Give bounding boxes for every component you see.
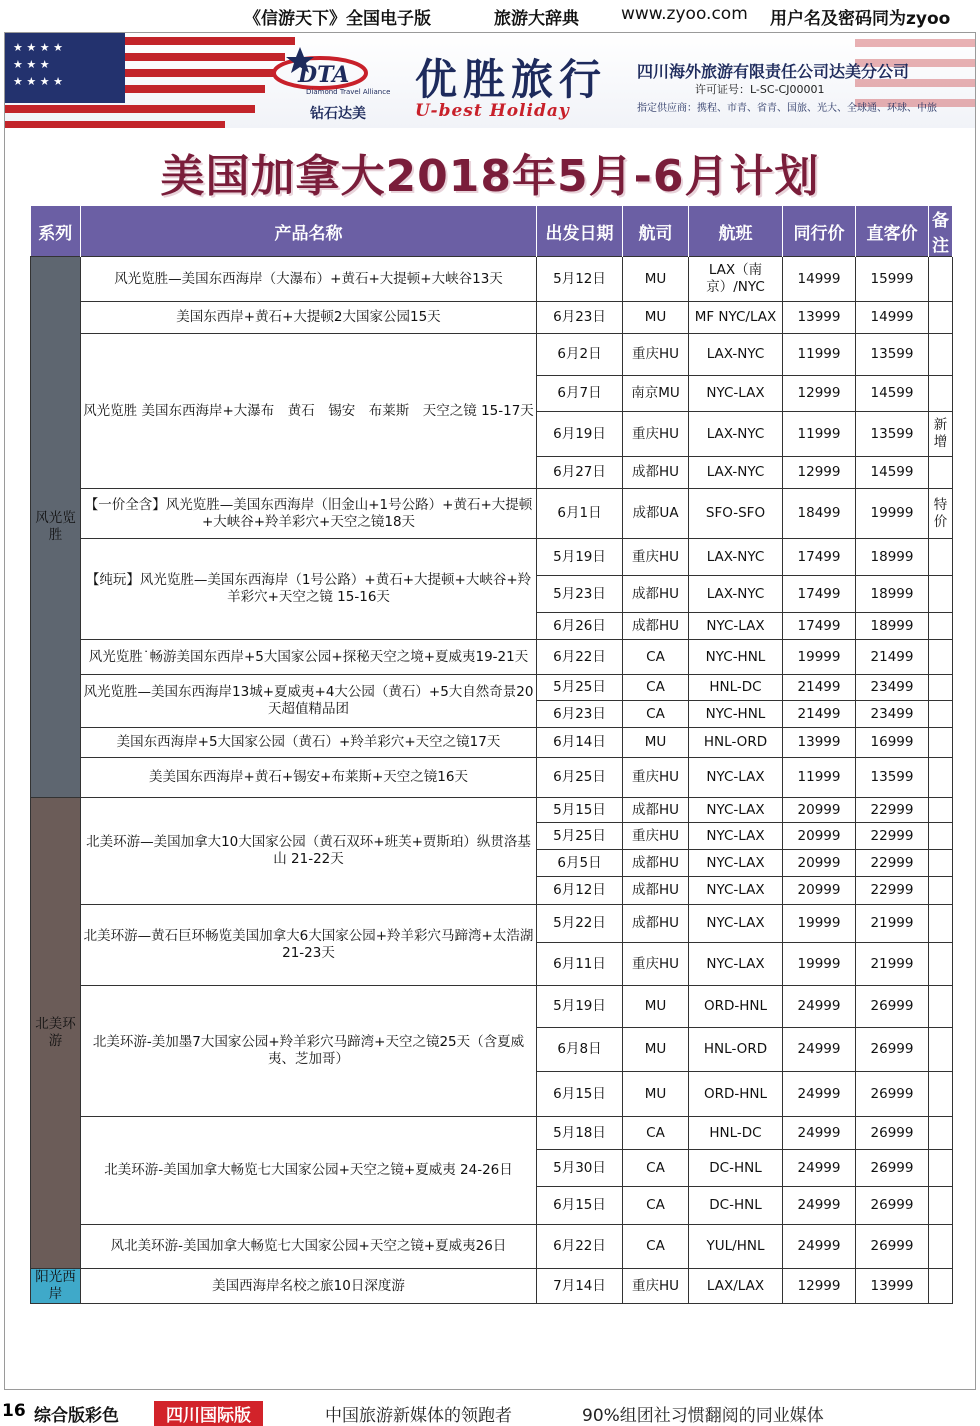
airline: 重庆HU	[623, 412, 689, 457]
departure-date: 5月19日	[537, 539, 623, 576]
note	[929, 1225, 953, 1269]
airline: MU	[623, 1028, 689, 1072]
flight-route: NYC-HNL	[689, 701, 783, 728]
flight-route: NYC-LAX	[689, 613, 783, 640]
flight-route: SFO-SFO	[689, 489, 783, 539]
departure-date: 6月11日	[537, 943, 623, 986]
direct-price: 13599	[856, 412, 929, 457]
peer-price: 17499	[783, 613, 856, 640]
airline: 成都HU	[623, 613, 689, 640]
product-name: 美国西海岸名校之旅10日深度游	[81, 1269, 537, 1304]
login-note: 用户名及密码同为zyoo	[770, 9, 951, 29]
peer-price: 21499	[783, 675, 856, 701]
peer-price: 20999	[783, 850, 856, 877]
flight-route: NYC-LAX	[689, 376, 783, 412]
note	[929, 1028, 953, 1072]
airline: CA	[623, 1187, 689, 1225]
direct-price: 18999	[856, 576, 929, 613]
departure-date: 6月8日	[537, 1028, 623, 1072]
table-row	[31, 539, 953, 576]
license-number: 许可证号：L-SC-CJ00001	[695, 83, 825, 96]
departure-date: 6月26日	[537, 613, 623, 640]
header-product: 产品名称	[81, 206, 537, 257]
direct-price: 26999	[856, 1117, 929, 1150]
airline: MU	[623, 986, 689, 1028]
header-series: 系列	[31, 206, 81, 257]
brand-name-en: U-best Holiday	[415, 101, 570, 121]
direct-price: 21499	[856, 640, 929, 675]
note	[929, 1269, 953, 1304]
peer-price: 19999	[783, 640, 856, 675]
flight-route: MF NYC/LAX	[689, 302, 783, 334]
airline: MU	[623, 302, 689, 334]
table-row	[31, 302, 953, 334]
peer-price: 12999	[783, 1269, 856, 1304]
peer-price: 14999	[783, 257, 856, 302]
flight-route: DC-HNL	[689, 1187, 783, 1225]
product-name: 风北美环游-美国加拿大畅览七大国家公园+天空之镜+夏威夷26日	[81, 1225, 537, 1269]
note	[929, 701, 953, 728]
airline: 成都HU	[623, 905, 689, 943]
peer-price: 24999	[783, 986, 856, 1028]
note	[929, 640, 953, 675]
peer-price: 20999	[783, 823, 856, 850]
peer-price: 24999	[783, 1150, 856, 1187]
dta-logo	[270, 43, 390, 123]
table-row	[31, 675, 953, 701]
departure-date: 6月25日	[537, 758, 623, 798]
series-category: 北美环游	[31, 798, 81, 1269]
departure-date: 6月15日	[537, 1072, 623, 1117]
magazine-title: 《信游天下》全国电子版	[244, 9, 431, 29]
product-name: 美国东西海岸+5大国家公园（黄石）+羚羊彩穴+天空之镜17天	[81, 728, 537, 758]
flight-route: LAX-NYC	[689, 412, 783, 457]
airline: 成都HU	[623, 576, 689, 613]
departure-date: 6月12日	[537, 877, 623, 905]
departure-date: 5月25日	[537, 675, 623, 701]
peer-price: 20999	[783, 877, 856, 905]
note	[929, 576, 953, 613]
direct-price: 14599	[856, 376, 929, 412]
edition-tag: 四川国际版	[154, 1401, 263, 1426]
product-name: 北美环游—美国加拿大10大国家公园（黄石双环+班芙+贾斯珀）纵贯洛基山 21-22天	[81, 798, 537, 905]
note	[929, 302, 953, 334]
departure-date: 7月14日	[537, 1269, 623, 1304]
flight-route: HNL-ORD	[689, 1028, 783, 1072]
flight-route: LAX（南京）/NYC	[689, 257, 783, 302]
departure-date: 5月25日	[537, 823, 623, 850]
header-airline: 航司	[623, 206, 689, 257]
direct-price: 13999	[856, 1269, 929, 1304]
table-row	[31, 640, 953, 675]
airline: CA	[623, 1225, 689, 1269]
table-row	[31, 986, 953, 1028]
note: 新增	[929, 412, 953, 457]
note	[929, 257, 953, 302]
airline: 重庆HU	[623, 334, 689, 376]
departure-date: 6月1日	[537, 489, 623, 539]
product-name: 风光览胜 美国东西海岸+大瀑布 黄石 锡安 布莱斯 天空之镜 15-17天	[81, 334, 537, 489]
header-direct-price: 直客价	[856, 206, 929, 257]
direct-price: 26999	[856, 1187, 929, 1225]
peer-price: 20999	[783, 798, 856, 823]
note	[929, 877, 953, 905]
logo-cn: 钻石达美	[310, 106, 366, 122]
airline: 成都HU	[623, 798, 689, 823]
departure-date: 5月30日	[537, 1150, 623, 1187]
departure-date: 6月23日	[537, 302, 623, 334]
slogan-media: 90%组团社习惯翻阅的同业媒体	[582, 1406, 824, 1426]
direct-price: 16999	[856, 728, 929, 758]
header-flight: 航班	[689, 206, 783, 257]
direct-price: 14599	[856, 457, 929, 489]
footer-bar	[0, 1398, 980, 1425]
airline: CA	[623, 675, 689, 701]
flight-route: HNL-DC	[689, 1117, 783, 1150]
table-body	[31, 257, 953, 1304]
departure-date: 5月12日	[537, 257, 623, 302]
flight-route: LAX-NYC	[689, 539, 783, 576]
supplier-list: 指定供应商：携程、市青、省青、国旅、光大、全球通、环球、中旅	[637, 103, 937, 114]
direct-price: 22999	[856, 877, 929, 905]
flight-route: LAX-NYC	[689, 457, 783, 489]
direct-price: 13599	[856, 758, 929, 798]
airline: 成都HU	[623, 877, 689, 905]
flight-route: HNL-ORD	[689, 728, 783, 758]
departure-date: 5月15日	[537, 798, 623, 823]
slogan-leader: 中国旅游新媒体的领跑者	[325, 1406, 512, 1426]
table-row	[31, 334, 953, 376]
departure-date: 5月22日	[537, 905, 623, 943]
header-peer-price: 同行价	[783, 206, 856, 257]
peer-price: 24999	[783, 1187, 856, 1225]
direct-price: 26999	[856, 1225, 929, 1269]
airline: 重庆HU	[623, 943, 689, 986]
note	[929, 1187, 953, 1225]
page-number: 16	[2, 1401, 26, 1421]
company-name: 四川海外旅游有限责任公司达美分公司	[637, 62, 910, 81]
product-name: 风光览胜—美国东西海岸（大瀑布）+黄石+大提顿+大峡谷13天	[81, 257, 537, 302]
flight-route: YUL/HNL	[689, 1225, 783, 1269]
product-name: 北美环游-美加墨7大国家公园+羚羊彩穴马蹄湾+天空之镜25天（含夏威夷、芝加哥）	[81, 986, 537, 1117]
peer-price: 13999	[783, 728, 856, 758]
flight-route: LAX/LAX	[689, 1269, 783, 1304]
direct-price: 18999	[856, 539, 929, 576]
note	[929, 675, 953, 701]
peer-price: 19999	[783, 905, 856, 943]
flight-route: LAX-NYC	[689, 576, 783, 613]
logo-en: Diamond Travel Alliance	[306, 88, 390, 96]
peer-price: 12999	[783, 376, 856, 412]
flight-route: NYC-LAX	[689, 798, 783, 823]
edition-label: 综合版彩色	[34, 1406, 119, 1426]
airline: CA	[623, 1150, 689, 1187]
direct-price: 21999	[856, 943, 929, 986]
direct-price: 21999	[856, 905, 929, 943]
website-link[interactable]: www.zyoo.com	[621, 4, 748, 24]
peer-price: 12999	[783, 457, 856, 489]
header-banner	[5, 33, 975, 128]
peer-price: 13999	[783, 302, 856, 334]
flight-route: NYC-HNL	[689, 640, 783, 675]
flight-route: HNL-DC	[689, 675, 783, 701]
direct-price: 22999	[856, 798, 929, 823]
direct-price: 13599	[856, 334, 929, 376]
product-name: 风光览胜˙畅游美国东西岸+5大国家公园+探秘天空之境+夏威夷19-21天	[81, 640, 537, 675]
tour-schedule-table	[30, 206, 953, 1304]
header-date: 出发日期	[537, 206, 623, 257]
flight-route: ORD-HNL	[689, 1072, 783, 1117]
airline: 重庆HU	[623, 1269, 689, 1304]
airline: 重庆HU	[623, 539, 689, 576]
note	[929, 334, 953, 376]
departure-date: 5月18日	[537, 1117, 623, 1150]
departure-date: 6月22日	[537, 1225, 623, 1269]
departure-date: 5月19日	[537, 986, 623, 1028]
flight-route: DC-HNL	[689, 1150, 783, 1187]
direct-price: 23499	[856, 701, 929, 728]
airline: MU	[623, 1072, 689, 1117]
table-row	[31, 905, 953, 943]
table-row	[31, 489, 953, 539]
airline: 南京MU	[623, 376, 689, 412]
departure-date: 6月5日	[537, 850, 623, 877]
direct-price: 26999	[856, 1150, 929, 1187]
note	[929, 905, 953, 943]
airline: MU	[623, 257, 689, 302]
flight-route: NYC-LAX	[689, 758, 783, 798]
airline: CA	[623, 701, 689, 728]
note	[929, 1150, 953, 1187]
dictionary-label: 旅游大辞典	[494, 9, 579, 29]
departure-date: 6月15日	[537, 1187, 623, 1225]
product-name: 美美国东西海岸+黄石+锡安+布莱斯+天空之镜16天	[81, 758, 537, 798]
note: 特价	[929, 489, 953, 539]
note	[929, 1072, 953, 1117]
product-name: 北美环游—黄石巨环畅览美国加拿大6大国家公园+羚羊彩穴马蹄湾+太浩湖 21-23天	[81, 905, 537, 986]
table-row	[31, 758, 953, 798]
table-row	[31, 1225, 953, 1269]
table-row	[31, 257, 953, 302]
airline: MU	[623, 728, 689, 758]
airline: 重庆HU	[623, 823, 689, 850]
note	[929, 613, 953, 640]
brand-name-cn: 优胜旅行	[415, 55, 608, 104]
direct-price: 26999	[856, 1072, 929, 1117]
note	[929, 986, 953, 1028]
flight-route: ORD-HNL	[689, 986, 783, 1028]
departure-date: 5月23日	[537, 576, 623, 613]
peer-price: 18499	[783, 489, 856, 539]
peer-price: 11999	[783, 758, 856, 798]
table-row	[31, 1269, 953, 1304]
table-row	[31, 728, 953, 758]
direct-price: 14999	[856, 302, 929, 334]
flight-route: NYC-LAX	[689, 823, 783, 850]
product-name: 美国东西岸+黄石+大提顿2大国家公园15天	[81, 302, 537, 334]
peer-price: 24999	[783, 1225, 856, 1269]
airline: 重庆HU	[623, 758, 689, 798]
departure-date: 6月7日	[537, 376, 623, 412]
flight-route: LAX-NYC	[689, 334, 783, 376]
peer-price: 24999	[783, 1072, 856, 1117]
direct-price: 18999	[856, 613, 929, 640]
departure-date: 6月22日	[537, 640, 623, 675]
header-note: 备注	[929, 206, 953, 257]
direct-price: 23499	[856, 675, 929, 701]
direct-price: 22999	[856, 850, 929, 877]
table-row	[31, 798, 953, 823]
direct-price: 22999	[856, 823, 929, 850]
series-category: 阳光西岸	[31, 1269, 81, 1304]
table-row	[31, 1117, 953, 1150]
peer-price: 17499	[783, 576, 856, 613]
product-name: 【一价全含】风光览胜—美国东西海岸（旧金山+1号公路）+黄石+大提顿+大峡谷+羚羊彩穴+天空之镜18天	[81, 489, 537, 539]
logo-abbr: DTA	[298, 62, 350, 88]
airline: 成都HU	[623, 850, 689, 877]
peer-price: 19999	[783, 943, 856, 986]
note	[929, 376, 953, 412]
peer-price: 21499	[783, 701, 856, 728]
note	[929, 539, 953, 576]
note	[929, 728, 953, 758]
direct-price: 26999	[856, 1028, 929, 1072]
note	[929, 823, 953, 850]
flight-route: NYC-LAX	[689, 943, 783, 986]
note	[929, 798, 953, 823]
airline: CA	[623, 1117, 689, 1150]
us-flag-graphic	[5, 33, 295, 128]
direct-price: 15999	[856, 257, 929, 302]
flight-route: NYC-LAX	[689, 877, 783, 905]
airline: 成都HU	[623, 457, 689, 489]
note	[929, 850, 953, 877]
direct-price: 26999	[856, 986, 929, 1028]
page-title: 美国加拿大2018年5月-6月计划	[160, 151, 820, 202]
airline: 成都UA	[623, 489, 689, 539]
flight-route: NYC-LAX	[689, 905, 783, 943]
note	[929, 457, 953, 489]
note	[929, 758, 953, 798]
peer-price: 11999	[783, 334, 856, 376]
departure-date: 6月2日	[537, 334, 623, 376]
note	[929, 1117, 953, 1150]
direct-price: 19999	[856, 489, 929, 539]
peer-price: 11999	[783, 412, 856, 457]
series-category: 风光览胜	[31, 257, 81, 798]
product-name: 风光览胜—美国东西海岸13城+夏威夷+4大公园（黄石）+5大自然奇景20天超值精品团	[81, 675, 537, 728]
flight-route: NYC-LAX	[689, 850, 783, 877]
note	[929, 943, 953, 986]
peer-price: 24999	[783, 1028, 856, 1072]
peer-price: 17499	[783, 539, 856, 576]
top-bar	[0, 0, 980, 30]
table-header-row	[31, 206, 953, 257]
departure-date: 6月27日	[537, 457, 623, 489]
airline: CA	[623, 640, 689, 675]
product-name: 【纯玩】风光览胜—美国东西海岸（1号公路）+黄石+大提顿+大峡谷+羚羊彩穴+天空之镜 15-16天	[81, 539, 537, 640]
departure-date: 6月14日	[537, 728, 623, 758]
departure-date: 6月19日	[537, 412, 623, 457]
departure-date: 6月23日	[537, 701, 623, 728]
product-name: 北美环游-美国加拿大畅览七大国家公园+天空之镜+夏威夷 24-26日	[81, 1117, 537, 1225]
peer-price: 24999	[783, 1117, 856, 1150]
